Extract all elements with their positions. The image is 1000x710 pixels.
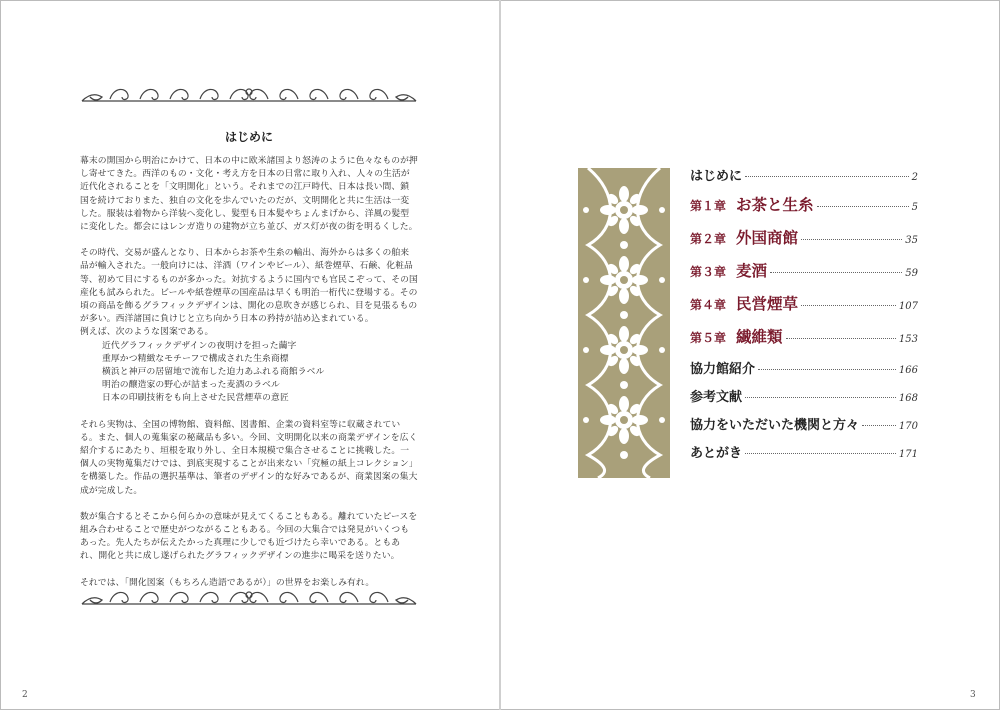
toc-title: 協力をいただいた機関と方々 bbox=[690, 418, 860, 433]
toc-row-partners[interactable] bbox=[690, 358, 918, 386]
toc-leader bbox=[801, 305, 896, 306]
toc-title: 民営煙草 bbox=[736, 294, 799, 313]
toc-page: 166 bbox=[898, 365, 918, 376]
intro-paragraph-3: それら実物は、全国の博物館、資料館、図書館、企業の資料室等に収蔵されている。また、個人の蒐集家の秘蔵品も多い。今回、文明開化以来の商業デザインを広く紹介するにあたり、垣根を取り外し、全日本規模で集合させることに挑戦した。一個人の実物蒐集だけでは、到底実現することが出来ない「究極の紙上コレクション」を構築した。作品の選択基準は、筆者のデザイン的な好みであるが、商業図案の集大成が完成した。 bbox=[80, 419, 418, 496]
example-item: 近代グラフィックデザインの夜明けを担った繭字 bbox=[102, 340, 297, 351]
toc-chapter: 第１章 bbox=[690, 199, 727, 213]
toc-page: 168 bbox=[898, 393, 918, 404]
toc-leader bbox=[801, 239, 902, 240]
toc-row-afterword[interactable] bbox=[690, 442, 918, 470]
page-number-right: 3 bbox=[970, 690, 976, 700]
toc-row-chapter-3[interactable] bbox=[690, 259, 918, 292]
intro-title: はじめに bbox=[224, 130, 273, 144]
intro-paragraph-1: 幕末の開国から明治にかけて、日本の中に欧米諸国より怒涛のように色々なものが押し寄せてきた。西洋のもの・文化・考え方を日本の日常に取り入れ、人々の生活が近代化されることを「文明開化」という。それまでの江戸時代、日本は長い間、鎖国を続けておりまた、独自の文化を歩んでいたのだが、文明開化と共に生活は一変した。服装は着物から洋装へ変化し、髪型も日本髪やちょんまげから、洋風の髪型に変化した。都会にはレンガ造りの建物が立ち並び、ガス灯が夜の街を明るくした。 bbox=[80, 156, 418, 233]
toc-chapter: 第５章 bbox=[690, 331, 727, 345]
example-item: 横浜と神戸の居留地で流布した迫力あふれる商館ラベル bbox=[102, 367, 325, 378]
example-item: 日本の印刷技術をも向上させた民営煙草の意匠 bbox=[102, 393, 289, 404]
toc-leader bbox=[745, 453, 896, 454]
example-item: 重厚かつ精緻なモチーフで構成された生糸商標 bbox=[102, 353, 289, 364]
toc-page: 2 bbox=[911, 172, 918, 183]
toc-title: あとがき bbox=[690, 446, 743, 461]
scroll-ornament-bottom bbox=[80, 586, 418, 608]
example-item: 明治の醸造家の野心が詰まった麦酒のラベル bbox=[102, 380, 280, 391]
toc-row-chapter-1[interactable] bbox=[690, 193, 918, 226]
toc-row-intro[interactable] bbox=[690, 165, 918, 193]
toc-leader bbox=[770, 272, 902, 273]
intro-paragraph-2: その時代、交易が盛んとなり、日本からお茶や生糸の輸出、海外からは多くの舶来品が輸入された。一般向けには、洋酒（ワインやビール）、紙巻煙草、石鹸、化粧品等、初めて目にするものが多かった。対抗するように国内でも官民こぞって、その国産化も試みられた。ビールや紙巻煙草の国産品は早くも明治一桁代に登場する。その頃の商品を飾るグラフィックデザインは、開化の息吹きが感じられ、目を見張るものが多い。西洋諸国に負けじと立ち向かう日本の矜持が詰め込まれている。 例えば、次のような図案である。 bbox=[80, 248, 418, 338]
toc-title: 参考文献 bbox=[690, 390, 743, 405]
page-gutter bbox=[499, 0, 501, 710]
toc-title: 繊維類 bbox=[736, 327, 783, 346]
toc-leader bbox=[817, 206, 909, 207]
toc-page: 59 bbox=[905, 268, 918, 279]
toc-page: 107 bbox=[898, 301, 918, 312]
toc-leader bbox=[745, 176, 909, 177]
toc-leader bbox=[758, 369, 896, 370]
toc-row-chapter-5[interactable] bbox=[690, 325, 918, 358]
intro-paragraph-4: 数が集合するとそこから何らかの意味が見えてくることもある。離れていたピースを組み合わせることで歴史がつながることもある。今回の大集合では発見がいくつもあった。先人たちが伝えたかった真理に少しでも近づけたら幸いである。ともあれ、開化と共に成し遂げられたグラフィックデザインの進歩に喝采を送りたい。 bbox=[80, 511, 418, 562]
toc-page: 5 bbox=[911, 202, 918, 213]
toc-chapter: 第３章 bbox=[690, 265, 727, 279]
toc-chapter: 第２章 bbox=[690, 232, 727, 246]
toc-title: お茶と生糸 bbox=[736, 195, 814, 214]
toc-title: 麦酒 bbox=[736, 261, 768, 280]
toc-leader bbox=[745, 397, 896, 398]
toc-page: 35 bbox=[905, 235, 918, 246]
toc-leader bbox=[786, 338, 896, 339]
intro-paragraph-5: それでは、「開化図案（もちろん造語であるが）」の世界をお楽しみ有れ。 bbox=[80, 577, 375, 588]
scroll-ornament-top bbox=[80, 83, 418, 105]
page-number-left: 2 bbox=[22, 690, 28, 700]
ornamental-panel bbox=[578, 168, 670, 478]
toc-row-references[interactable] bbox=[690, 386, 918, 414]
toc-title: 協力館紹介 bbox=[690, 362, 756, 377]
toc-title: 外国商館 bbox=[736, 228, 799, 247]
toc-title: はじめに bbox=[690, 169, 743, 184]
table-of-contents bbox=[690, 165, 918, 470]
toc-leader bbox=[862, 425, 896, 426]
toc-row-chapter-2[interactable] bbox=[690, 226, 918, 259]
toc-row-chapter-4[interactable] bbox=[690, 292, 918, 325]
toc-page: 171 bbox=[898, 449, 918, 460]
toc-chapter: 第４章 bbox=[690, 298, 727, 312]
intro-body bbox=[80, 155, 418, 603]
toc-page: 153 bbox=[898, 334, 918, 345]
toc-row-acknowledgements[interactable] bbox=[690, 414, 918, 442]
example-list bbox=[80, 340, 418, 406]
toc-page: 170 bbox=[898, 421, 918, 432]
